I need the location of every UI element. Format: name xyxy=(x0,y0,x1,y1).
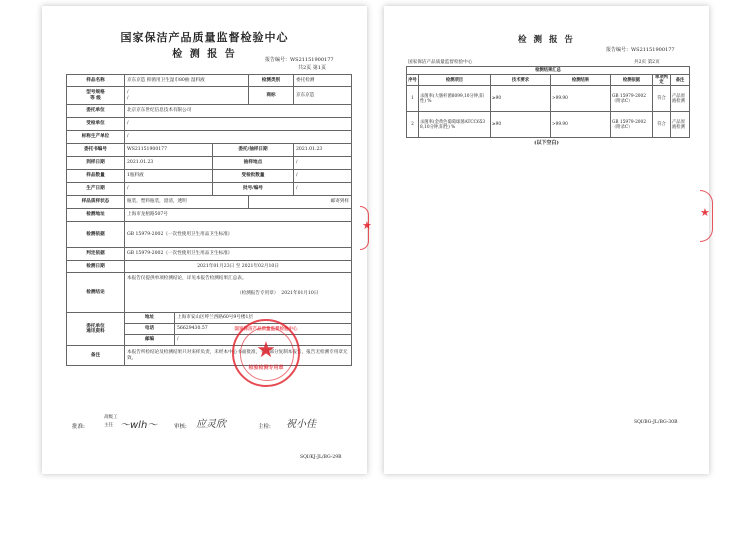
page1-subtitle: 检 测 报 告 xyxy=(172,49,237,60)
value-contact-tel: 56629430.57 xyxy=(175,324,352,335)
page2-report-no: 报告编号：WS21151900177 xyxy=(606,47,675,53)
seam-star-icon: ★ xyxy=(362,219,372,232)
label-client: 委托单位 xyxy=(67,105,125,118)
tester-signature: 祝小佳 xyxy=(286,419,316,430)
results-table-title: 检测结果汇总 xyxy=(407,67,690,75)
value-desc: 瓶装，塑料瓶装，澄清，透明 xyxy=(125,196,249,209)
col-header-result: 检测结果 xyxy=(551,75,611,86)
value-entrust-no: WS21151900177 xyxy=(125,144,213,157)
label-entrust-date: 委托/抽样日期 xyxy=(213,144,294,157)
value-sampling-place: / xyxy=(294,157,352,170)
label-basis: 检测依据 xyxy=(67,222,125,248)
label-entrust-no: 委托书编号 xyxy=(67,144,125,157)
value-sealed: 邮寄到样 xyxy=(249,196,352,209)
label-sampling-place: 抽样地点 xyxy=(213,157,294,170)
page2-page-info: 共2页 第2页 xyxy=(634,60,660,65)
col-header-req: 技术要求 xyxy=(491,75,551,86)
value-qty: 1瓶料液 xyxy=(125,170,213,183)
label-model-grade: 型号规格 等 级 xyxy=(67,87,125,105)
value-remark: 本报告所检结论及检测结果只对来样负责，未经本中心书面批准，不得部分复制本报告，报告无检测专用章无效。 xyxy=(125,346,352,366)
col-header-judge: 单项判定 xyxy=(653,75,671,86)
label-address: 检测地址 xyxy=(67,209,125,222)
results-table xyxy=(406,66,690,138)
approver-title: 高级工 主任 xyxy=(104,415,118,428)
tester-label: 主检: xyxy=(258,424,271,430)
label-trademark: 商标 xyxy=(249,87,294,105)
value-test-date: 2021年01月23日 至 2021年02月10日 xyxy=(125,261,352,273)
label-conclusion: 检测结论 xyxy=(67,273,125,313)
value-entrust-date: 2021.01.23 xyxy=(294,144,352,157)
seam-star-icon-right: ★ xyxy=(700,206,710,219)
value-producer: / xyxy=(125,131,352,144)
label-contact-post: 邮编 xyxy=(125,335,175,346)
label-judge: 判定依据 xyxy=(67,248,125,261)
inspection-seal: 国家保洁产品质量监督检验中心 ★ 检验检测专用章 xyxy=(232,319,300,387)
label-test-date: 检测日期 xyxy=(67,261,125,273)
sample-info-table xyxy=(66,74,352,366)
page2-footer: SQI/BG-JL/BG-30B xyxy=(634,420,678,425)
label-arrival: 到样日期 xyxy=(67,157,125,170)
value-trademark: 京东京造 xyxy=(294,87,352,105)
col-header-no: 序号 xyxy=(407,75,419,86)
label-prod-date: 生产日期 xyxy=(67,183,125,196)
label-sample-name: 样品名称 xyxy=(67,75,125,87)
value-client: 北京京东世纪信息技术有限公司 xyxy=(125,105,352,118)
value-contact-addr: 上海市安山区呼兰西路60号9号楼1层 xyxy=(175,313,352,324)
page2-org: 国家保洁产品质量监督检验中心 xyxy=(408,60,473,65)
label-contact: 委托单位 通讯资料 xyxy=(67,313,125,346)
value-judge: GB 15979-2002《一次性使用卫生用品卫生标准》 xyxy=(125,248,352,261)
label-contact-addr: 地址 xyxy=(125,313,175,324)
value-model-grade: / / xyxy=(125,87,249,105)
label-test-type: 检测类别 xyxy=(249,75,294,87)
value-inspected: / xyxy=(125,118,352,131)
value-basis: GB 15979-2002《一次性使用卫生用品卫生标准》 xyxy=(125,222,352,248)
label-desc: 样品质样状态 xyxy=(67,196,125,209)
end-note: (以下空白) xyxy=(534,140,559,146)
value-sample-base: / xyxy=(294,170,352,183)
label-producer: 标称生产单位 xyxy=(67,131,125,144)
label-batch: 批号/编号 xyxy=(213,183,294,196)
label-contact-tel: 电话 xyxy=(125,324,175,335)
value-prod-date: / xyxy=(125,183,213,196)
page1-report-no: 报告编号：WS21151900177 xyxy=(265,57,334,63)
value-batch: / xyxy=(294,183,352,196)
reviewer-label: 审核: xyxy=(174,424,187,430)
value-contact-post: / xyxy=(175,335,352,346)
page1-page-info: 共2页 第1页 xyxy=(298,65,326,71)
value-address: 上海市龙梧路507号 xyxy=(125,209,352,222)
col-header-item: 检测项目 xyxy=(419,75,491,86)
reviewer-signature: 应灵欣 xyxy=(196,419,226,430)
value-conclusion: 本报告仅提供单项检测结论，详见本报告检测结果汇总表。 （检测报告专用章） 2021年01月10日 xyxy=(125,273,352,313)
label-inspected: 受检单位 xyxy=(67,118,125,131)
value-arrival: 2021.01.23 xyxy=(125,157,213,170)
label-qty: 样品数量 xyxy=(67,170,125,183)
label-sample-base: 受检批数量 xyxy=(213,170,294,183)
report-page-2 xyxy=(384,6,709,474)
value-sample-name: 京东京造 抑菌用卫生湿巾80抽 湿料液 xyxy=(125,75,249,87)
seal-star-icon: ★ xyxy=(256,338,276,363)
page2-title: 检 测 报 告 xyxy=(518,35,575,45)
table-row: 2 杀菌率(金黄色葡萄球菌ATCC6538,10分钟,阳性) % ≥90 >99.90 GB 15979-2002（附录C） 符合 产品原液检测 xyxy=(407,112,690,138)
report-page-1 xyxy=(42,6,367,474)
approver-label: 批准: xyxy=(72,424,85,430)
label-remark: 备注 xyxy=(67,346,125,366)
approver-signature: ～wlh～ xyxy=(120,420,158,431)
value-test-type: 委托检测 xyxy=(294,75,352,87)
col-header-basis: 检测依据 xyxy=(611,75,653,86)
col-header-note: 备注 xyxy=(671,75,690,86)
page1-title: 国家保洁产品质量监督检验中心 xyxy=(120,31,289,44)
page1-footer: SQI/KJ-JL/BG-29B xyxy=(300,455,342,460)
table-row: 1 杀菌率(大肠杆菌8099,10分钟,阳性) % ≥90 >99.90 GB 15979-2002（附录C） 符合 产品原液检测 xyxy=(407,86,690,112)
